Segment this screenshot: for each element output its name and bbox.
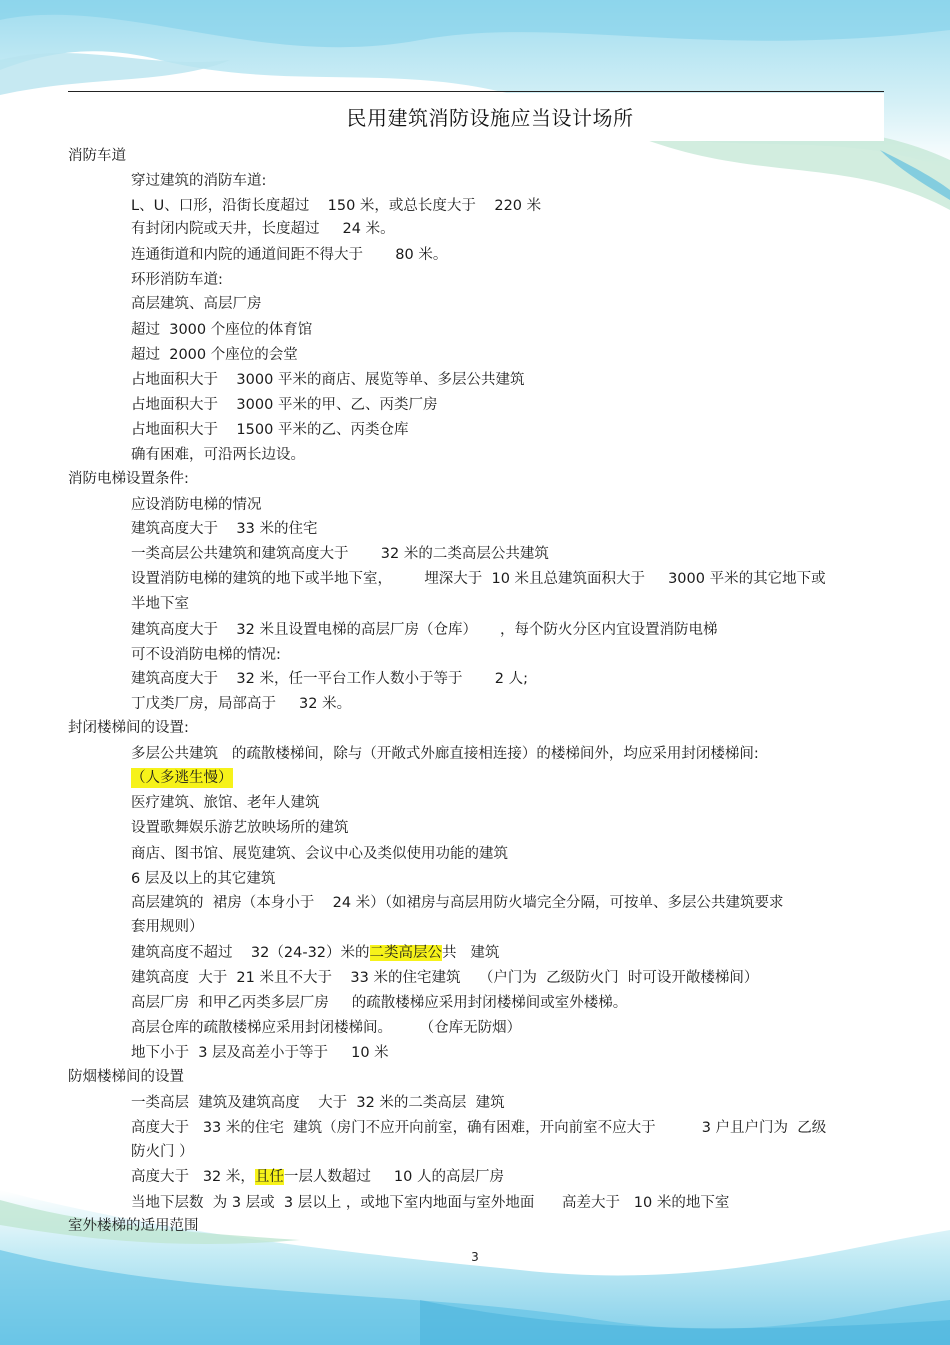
- body-line: 防火门 ）: [131, 1144, 194, 1160]
- body-line: 丁戊类厂房，局部高于 32 米。: [131, 696, 352, 712]
- body-line: 可不设消防电梯的情况:: [131, 647, 281, 663]
- section-heading: 消防电梯设置条件:: [68, 471, 189, 487]
- body-line: 环形消防车道:: [131, 272, 223, 288]
- highlighted-text: 二类高层公: [369, 945, 443, 961]
- line-text: 建筑高度不超过 32（24-32）米的: [131, 945, 370, 961]
- document-title: 民用建筑消防设施应当设计场所: [346, 106, 634, 130]
- body-line: 建筑高度大于 32 米且设置电梯的高层厂房（仓库） ，每个防火分区内宜设置消防电梯: [131, 622, 718, 638]
- body-line: 套用规则）: [131, 919, 204, 935]
- body-line: 穿过建筑的消防车道:: [131, 173, 267, 189]
- body-line: 建筑高度大于 33 米的住宅: [131, 521, 318, 537]
- body-line: 占地面积大于 1500 平米的乙、丙类仓库: [131, 422, 409, 438]
- body-line: 占地面积大于 3000 平米的甲、乙、丙类厂房: [131, 397, 438, 413]
- body-line: 占地面积大于 3000 平米的商店、展览等单、多层公共建筑: [131, 372, 525, 388]
- body-line: 高层建筑、高层厂房: [131, 296, 262, 312]
- body-line: 超过 2000 个座位的会堂: [131, 347, 298, 363]
- body-line: 高层厂房 和甲乙丙类多层厂房 的疏散楼梯应采用封闭楼梯间或室外楼梯。: [131, 995, 628, 1011]
- body-line: [131, 943, 499, 963]
- body-line: 建筑高度大于 32 米，任一平台工作人数小于等于 2 人;: [131, 671, 528, 687]
- body-line: 超过 3000 个座位的体育馆: [131, 322, 313, 338]
- body-line: 高层建筑的 裙房（本身小于 24 米）（如裙房与高层用防火墙完全分隔，可按单、多层公共建筑要求: [131, 895, 784, 911]
- line-text: 一层人数超过 10 人的高层厂房: [283, 1169, 504, 1185]
- body-line: 有封闭内院或天井，长度超过 24 米。: [131, 221, 395, 237]
- body-line: 设置歌舞娱乐游艺放映场所的建筑: [131, 820, 349, 836]
- body-line: 建筑高度 大于 21 米且不大于 33 米的住宅建筑 （户门为 乙级防火门 时可设开敞楼梯间）: [131, 970, 759, 986]
- body-line: 设置消防电梯的建筑的地下或半地下室， 埋深大于 10 米且总建筑面积大于 3000 平米的其它地下或: [131, 571, 826, 587]
- body-line: 医疗建筑、旅馆、老年人建筑: [131, 795, 320, 811]
- body-line: 商店、图书馆、展览建筑、会议中心及类似使用功能的建筑: [131, 846, 508, 862]
- body-line: 一类高层 建筑及建筑高度 大于 32 米的二类高层 建筑: [131, 1095, 505, 1111]
- section-heading: 消防车道: [68, 148, 126, 164]
- body-line: 半地下室: [131, 596, 189, 612]
- highlighted-note: （人多逃生慢）: [131, 770, 233, 786]
- body-line: 高层仓库的疏散楼梯应采用封闭楼梯间。 （仓库无防烟）: [131, 1020, 522, 1036]
- body-line: 多层公共建筑 的疏散楼梯间，除与（开敞式外廊直接相连接）的楼梯间外，均应采用封闭楼梯间:: [131, 746, 759, 762]
- body-line: 当地下层数 为 3 层或 3 层以上 ，或地下室内地面与室外地面 高差大于 10 米的地下室: [131, 1195, 730, 1211]
- body-line: 确有困难，可沿两长边设。: [131, 447, 305, 463]
- highlighted-text: 且任: [254, 1169, 284, 1185]
- body-line: 一类高层公共建筑和建筑高度大于 32 米的二类高层公共建筑: [131, 546, 549, 562]
- section-heading: 防烟楼梯间的设置: [68, 1069, 184, 1085]
- section-heading: 封闭楼梯间的设置:: [68, 720, 189, 736]
- body-line: 地下小于 3 层及高差小于等于 10 米: [131, 1045, 389, 1061]
- body-line: 6 层及以上的其它建筑: [131, 871, 276, 887]
- title-rule: [68, 91, 884, 92]
- body-line: L、U、口形，沿街长度超过 150 米，或总长度大于 220 米: [131, 198, 542, 214]
- body-line: 高度大于 33 米的住宅 建筑（房门不应开向前室，确有困难，开向前室不应大于 3 户且户门为 乙级: [131, 1120, 827, 1136]
- body-line: [131, 1167, 504, 1187]
- body-line: 应设消防电梯的情况: [131, 497, 262, 513]
- page-number: 3: [471, 1250, 479, 1264]
- line-text: 共 建筑: [442, 945, 500, 961]
- section-heading: 室外楼梯的适用范围: [68, 1218, 199, 1234]
- line-text: 高度大于 32 米，: [131, 1169, 255, 1185]
- body-line: 连通街道和内院的通道间距不得大于 80 米。: [131, 247, 448, 263]
